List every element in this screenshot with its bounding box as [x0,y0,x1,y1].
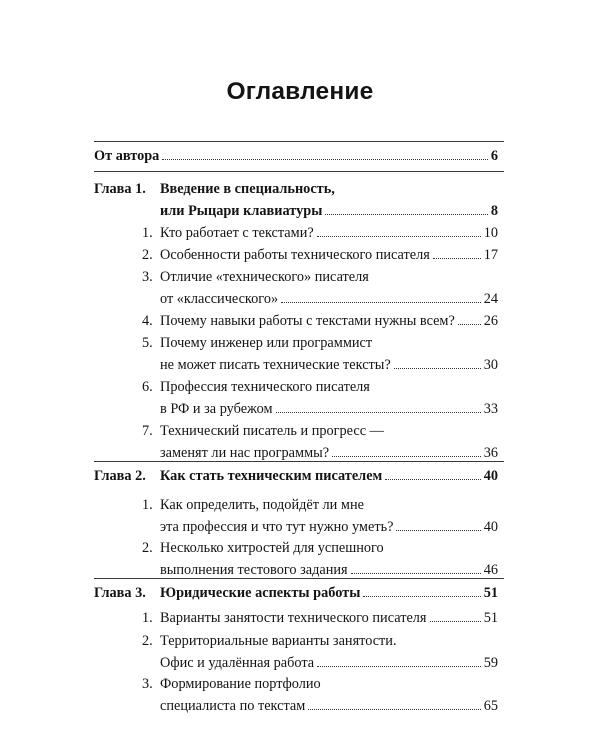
section-number: 2. [142,540,153,556]
page-number: 51 [483,585,498,601]
toc-section-1-1-text: Кто работает с текстами? [160,225,314,241]
dot-leader [430,621,481,622]
page-number: 36 [483,445,498,461]
toc-section-1-4-line [160,311,498,333]
dot-leader [385,479,480,480]
section-number: 2. [142,247,153,263]
toc-section-1-2-text: Особенности работы технического писателя [160,247,430,263]
page-number: 17 [483,247,498,263]
toc-section-2-2-text: Несколько хитростей для успешного [160,540,384,556]
chapter-label-2: Глава 2. [94,468,146,484]
toc-section-3-2-text: Офис и удалённая работа [160,655,315,671]
section-number: 1. [142,225,153,241]
toc-section-1-4[interactable] [160,311,498,333]
toc-section-1-7[interactable] [160,421,498,465]
toc-section-1-3-text: от «классического» [160,291,279,307]
page-number: 51 [483,610,498,626]
toc-section-3-3-line [160,696,498,718]
page-title: Оглавление [226,78,374,105]
toc-section-1-6-line [160,377,498,399]
toc-section-1-7-text: Технический писатель и прогресс — [160,423,384,439]
toc-section-3-2-line [160,653,498,675]
toc-section-1-1[interactable] [160,223,498,245]
page-number: 59 [483,655,498,671]
toc-section-2-1-line [160,495,498,517]
toc-section-1-7-line [160,421,498,443]
toc-section-1-3-line [160,289,498,311]
top-rule [94,141,504,142]
toc-section-1-6-text: в РФ и за рубежом [160,401,273,417]
dot-leader [458,324,481,325]
toc-section-2-1[interactable] [160,495,498,539]
chapter-label-3: Глава 3. [94,585,146,601]
toc-section-1-6-line [160,399,498,421]
dot-leader [325,214,487,215]
chapter-rule-3 [94,578,504,579]
page-number: 6 [490,148,498,164]
toc-section-3-3-text: специалиста по текстам [160,698,306,714]
toc-chapter-3[interactable] [160,583,498,605]
dot-leader [276,412,481,413]
toc-chapter-1-line [160,179,498,201]
toc-section-1-5-text: не может писать технические тексты? [160,357,391,373]
chapter-rule-1 [94,171,504,172]
toc-section-2-2-line [160,538,498,560]
section-number: 2. [142,633,153,649]
toc-entry-intro[interactable] [94,146,498,168]
dot-leader [281,302,481,303]
toc-section-2-1-text: эта профессия и что тут нужно уметь? [160,519,394,535]
toc-chapter-2[interactable] [160,466,498,488]
section-number: 3. [142,676,153,692]
toc-section-1-5-line [160,355,498,377]
dot-leader [351,573,481,574]
toc-section-1-3-line [160,267,498,289]
toc-chapter-3-line [160,583,498,605]
page-number: 24 [483,291,498,307]
chapter-label-1: Глава 1. [94,181,146,197]
toc-section-1-5-line [160,333,498,355]
page-number: 33 [483,401,498,417]
toc-section-3-3-text: Формирование портфолио [160,676,321,692]
toc-chapter-2-text: Как стать техническим писателем [160,468,383,484]
toc-section-3-3[interactable] [160,674,498,718]
toc-section-1-5[interactable] [160,333,498,377]
chapter-rule-2 [94,461,504,462]
section-number: 1. [142,497,153,513]
page-number: 8 [490,203,498,219]
toc-section-3-1-text: Варианты занятости технического писателя [160,610,427,626]
toc-section-1-2-line [160,245,498,267]
toc-section-3-2-line [160,631,498,653]
toc-section-1-3-text: Отличие «технического» писателя [160,269,369,285]
dot-leader [317,666,481,667]
toc-section-1-7-text: заменят ли нас программы? [160,445,330,461]
page-number: 46 [483,562,498,578]
toc-section-1-1-line [160,223,498,245]
toc-section-1-5-text: Почему инженер или программист [160,335,373,351]
section-number: 6. [142,379,153,395]
dot-leader [433,258,481,259]
page-number: 65 [483,698,498,714]
toc-chapter-1-line [160,201,498,223]
section-number: 1. [142,610,153,626]
toc-section-1-6-text: Профессия технического писателя [160,379,370,395]
section-number: 4. [142,313,153,329]
dot-leader [162,159,488,160]
dot-leader [396,530,480,531]
toc-chapter-2-line [160,466,498,488]
toc-section-2-2[interactable] [160,538,498,582]
toc-chapter-3-text: Юридические аспекты работы [160,585,361,601]
toc-section-1-2[interactable] [160,245,498,267]
page-number: 10 [483,225,498,241]
toc-chapter-1-text: Введение в специальность, [160,181,335,197]
toc-section-1-6[interactable] [160,377,498,421]
section-number: 5. [142,335,153,351]
dot-leader [308,709,480,710]
toc-section-2-1-line [160,517,498,539]
toc-section-3-2[interactable] [160,631,498,675]
page-number: 40 [483,468,498,484]
toc-section-3-1[interactable] [160,608,498,630]
section-number: 7. [142,423,153,439]
dot-leader [332,456,481,457]
dot-leader [394,368,481,369]
toc-section-3-3-line [160,674,498,696]
toc-chapter-1-text: или Рыцари клавиатуры [160,203,323,219]
toc-section-1-3[interactable] [160,267,498,311]
dot-leader [363,596,480,597]
section-number: 3. [142,269,153,285]
page-number: 30 [483,357,498,373]
toc-chapter-1[interactable] [160,179,498,223]
toc-section-2-1-text: Как определить, подойдёт ли мне [160,497,364,513]
toc-section-1-4-text: Почему навыки работы с текстами нужны всем? [160,313,455,329]
dot-leader [317,236,481,237]
toc-entry-intro-line [94,146,498,168]
toc-entry-intro-text: От автора [94,148,160,164]
toc-section-3-1-line [160,608,498,630]
page-number: 40 [483,519,498,535]
page-number: 26 [483,313,498,329]
toc-section-3-2-text: Территориальные варианты занятости. [160,633,397,649]
toc-section-2-2-text: выполнения тестового задания [160,562,348,578]
